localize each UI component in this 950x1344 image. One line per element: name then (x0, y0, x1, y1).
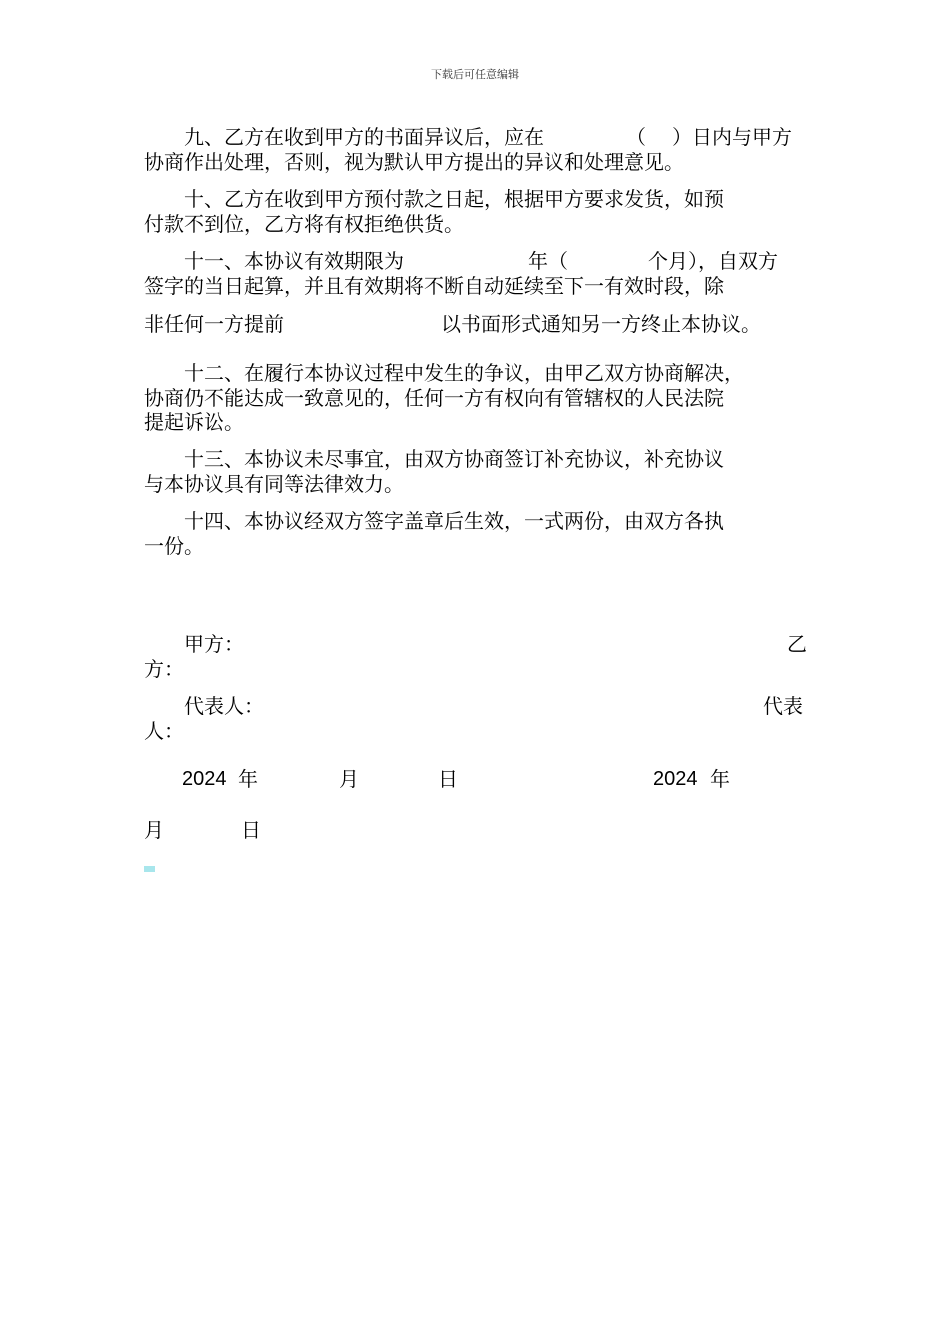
clause-12-line-2: 协商仍不能达成一致意见的，任何一方有权向有管辖权的人民法院 (144, 386, 724, 410)
clause-11-line-3b: 以书面形式通知另一方终止本协议。 (441, 312, 761, 336)
clause-11-line-1: 十一、本协议有效期限为 (184, 249, 404, 273)
date-b-year-unit: 年 (710, 767, 730, 791)
clause-12-line-1: 十二、在履行本协议过程中发生的争议，由甲乙双方协商解决， (184, 361, 744, 385)
clause-13-line-2: 与本协议具有同等法律效力。 (144, 472, 404, 496)
clause-14-line-2: 一份。 (144, 534, 204, 558)
clause-13-line-1: 十三、本协议未尽事宜，由双方协商签订补充协议，补充协议 (184, 447, 724, 471)
party-b-label-part-2: 方： (144, 657, 184, 681)
representative-b-label-part-2: 人： (144, 719, 184, 743)
date-a-year-unit: 年 (238, 767, 258, 791)
date-a-year-number: 2024 (182, 768, 227, 790)
clause-9-line-2: 协商作出处理，否则，视为默认甲方提出的异议和处理意见。 (144, 150, 684, 174)
clause-14-line-1: 十四、本协议经双方签字盖章后生效，一式两份，由双方各执 (184, 509, 724, 533)
representative-a-label: 代表人： (184, 694, 264, 718)
page-header: 下载后可任意编辑 (431, 68, 519, 81)
party-a-label: 甲方： (184, 632, 244, 656)
clause-11-month: 个月），自双方 (648, 249, 778, 273)
representative-b-label-part-1: 代表 (763, 694, 803, 718)
date-b-month: 月 (144, 818, 164, 842)
clause-9-line-1-end: ）日内与甲方 (672, 125, 792, 149)
party-b-label-part-1: 乙 (787, 632, 807, 656)
date-a-month: 月 (339, 767, 359, 791)
date-a-day: 日 (438, 767, 458, 791)
clause-10-line-1: 十、乙方在收到甲方预付款之日起，根据甲方要求发货，如预 (184, 187, 724, 211)
date-b-year-number: 2024 (653, 768, 698, 790)
clause-11-line-3a: 非任何一方提前 (144, 312, 284, 336)
clause-12-line-3: 提起诉讼。 (144, 410, 244, 434)
date-b-day: 日 (241, 818, 261, 842)
clause-10-line-2: 付款不到位，乙方将有权拒绝供货。 (144, 212, 464, 236)
clause-9-line-1: 九、乙方在收到甲方的书面异议后，应在 (184, 125, 544, 149)
clause-9-paren-open: （ (626, 125, 646, 149)
clause-11-line-2: 签字的当日起算，并且有效期将不断自动延续至下一有效时段，除 (144, 274, 724, 298)
highlight-mark (144, 866, 155, 872)
clause-11-year: 年（ (528, 249, 568, 273)
